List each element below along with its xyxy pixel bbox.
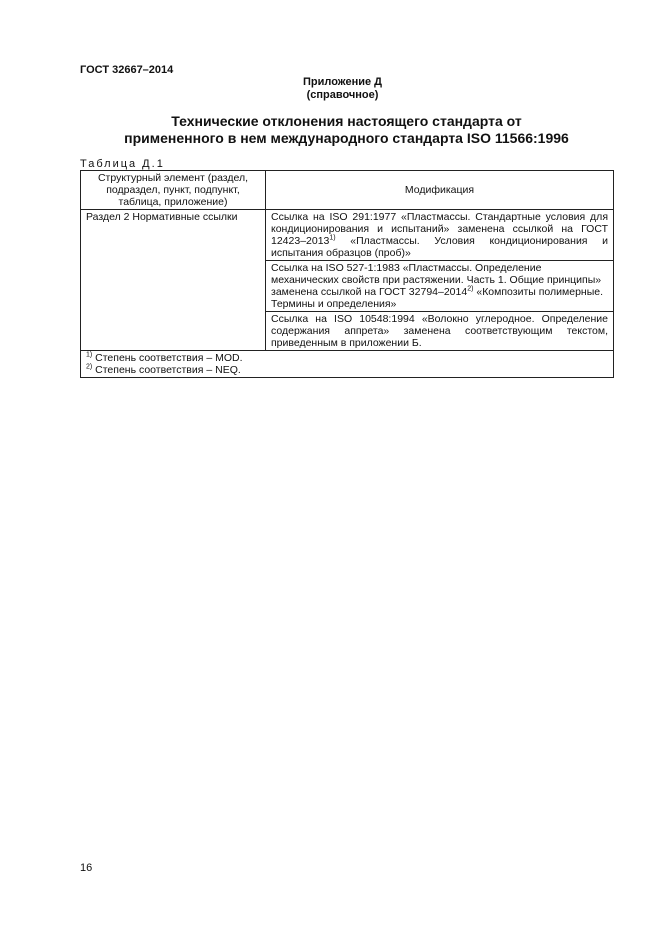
table-footnotes-row xyxy=(81,351,614,378)
mod-1-footnote-mark: 1) xyxy=(329,234,336,242)
footnote-1-text: Степень соответствия – MOD. xyxy=(92,352,243,364)
annex-title: Приложение Д xyxy=(303,76,382,88)
structural-element-cell: Раздел 2 Нормативные ссылки xyxy=(81,210,266,351)
title-line-1: Технические отклонения настоящего стандарта от xyxy=(171,113,522,129)
annex-heading xyxy=(0,76,661,102)
header-structural-element xyxy=(81,171,266,210)
table-header-row xyxy=(81,171,614,210)
mod-2-footnote-mark: 2) xyxy=(467,285,474,293)
footnote-1 xyxy=(86,352,608,364)
mod-1-text-cont: «Пластмассы. Условия кондиционирования и испытания образцов (проб)» xyxy=(271,235,608,259)
footnote-1-mark: 1) xyxy=(86,351,93,359)
footnote-2 xyxy=(86,364,608,376)
mod-1-text: Ссылка на ISO 291:1977 «Пластмассы. Стандартные условия для кондиционирования и испытаний» заменена ссылкой на ГОСТ 12423–2013 xyxy=(271,211,608,247)
header-col1-line-3: таблица, приложение) xyxy=(118,196,228,208)
page-title xyxy=(80,113,613,147)
modification-cell-3: Ссылка на ISO 10548:1994 «Волокно углеродное. Определение содержания аппрета» заменена соответствующим текстом, приведенным в приложении Б. xyxy=(266,312,614,351)
mod-2-text-cont: «Композиты полимерные. Термины и определения» xyxy=(271,286,604,310)
page-number: 16 xyxy=(80,862,93,874)
document-code: ГОСТ 32667–2014 xyxy=(80,64,174,76)
header-modification: Модификация xyxy=(266,171,614,210)
deviations-table xyxy=(80,170,614,378)
header-col1-line-1: Структурный элемент (раздел, xyxy=(97,172,249,184)
footnote-2-mark: 2) xyxy=(86,363,93,371)
modification-cell-2 xyxy=(266,261,614,312)
table-caption: Таблица Д.1 xyxy=(80,158,165,170)
modification-cell-1 xyxy=(266,210,614,261)
table-footnotes xyxy=(81,351,614,378)
header-col1-line-2: подраздел, пункт, подпункт, xyxy=(106,184,240,196)
footnote-2-text: Степень соответствия – NEQ. xyxy=(92,364,241,376)
table-row xyxy=(81,210,614,261)
title-line-2: примененного в нем международного стандарта ISO 11566:1996 xyxy=(124,130,569,146)
annex-subtitle: (справочное) xyxy=(306,89,379,101)
mod-2-text: Ссылка на ISO 527-1:1983 «Пластмассы. Определение механических свойств при растяжении. Часть 1. Общие принципы» заменена ссылкой на ГОСТ 32794–2014 xyxy=(271,262,602,298)
